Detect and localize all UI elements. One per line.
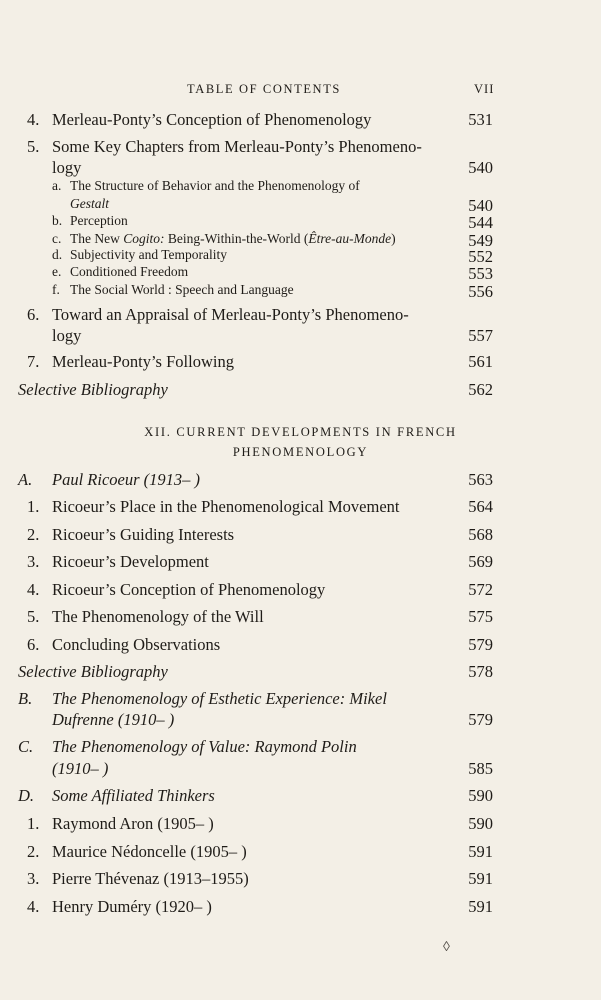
section-heading-line-2: PHENOMENOLOGY [232,445,369,459]
entry-number: 4. [27,897,40,916]
entry-page: 552 [468,247,493,266]
toc-entry-continued [0,759,601,781]
subentry-title [70,231,396,247]
subentry-title: The Structure of Behavior and the Phenomenology of [70,178,360,193]
entry-title: Selective Bibliography [18,662,168,681]
toc-entry [0,552,601,574]
entry-page: 563 [468,470,493,489]
toc-entry [0,635,601,657]
subentry-title: The Social World : Speech and Language [70,282,294,297]
entry-number: 4. [27,580,40,599]
toc-entry [0,352,601,374]
toc-entry [0,580,601,602]
entry-page: 579 [468,710,493,729]
entry-page: 531 [468,110,493,129]
entry-title: Ricoeur’s Conception of Phenomenology [52,580,326,599]
entry-letter: B. [18,689,33,708]
toc-entry [0,869,601,891]
toc-entry [0,689,601,711]
entry-number: 2. [27,842,40,861]
toc-subentry [0,282,601,304]
subentry-italic: Cogito: [123,231,165,246]
entry-title: Pierre Thévenaz (1913–1955) [52,869,249,888]
entry-title: Some Affiliated Thinkers [52,786,215,805]
entry-page: 549 [468,231,493,250]
entry-title: Toward an Appraisal of Merleau-Ponty’s Phenomeno- [52,305,409,324]
entry-page: 590 [468,814,493,833]
entry-title: The Phenomenology of Value: Raymond Polin [52,737,357,756]
entry-title: The Phenomenology of the Will [52,607,264,626]
entry-title: Henry Duméry (1920– ) [52,897,212,916]
entry-page: 562 [468,380,493,399]
running-header [0,82,601,98]
entry-title-continued: (1910– ) [52,759,109,778]
entry-page: 575 [468,607,493,626]
entry-title: The Phenomenology of Esthetic Experience: Mikel [52,689,387,708]
entry-page: 556 [468,282,493,301]
subentry-letter: b. [52,213,63,228]
entry-page: 591 [468,897,493,916]
subentry-letter: e. [52,264,62,279]
toc-entry [0,897,601,919]
printer-mark: ◊ [443,940,450,955]
toc-entry-continued [0,710,601,732]
subentry-title-continued: Gestalt [70,196,109,211]
toc-entry [0,470,601,492]
header-page-number: VII [474,82,495,96]
entry-letter: C. [18,737,34,756]
toc-entry [0,137,601,159]
subentry-text: The New [70,231,124,246]
subentry-title: Subjectivity and Temporality [70,247,228,262]
entry-page: 591 [468,842,493,861]
entry-title: Ricoeur’s Development [52,552,209,571]
toc-entry [0,842,601,864]
entry-page: 553 [468,264,493,283]
entry-title: Merleau-Ponty’s Following [52,352,234,371]
entry-title: Ricoeur’s Place in the Phenomenological Movement [52,497,400,516]
entry-title: Maurice Nédoncelle (1905– ) [52,842,247,861]
header-title: TABLE OF CONTENTS [187,82,341,96]
entry-number: 2. [27,525,40,544]
entry-number: 1. [27,497,40,516]
entry-page: 561 [468,352,493,371]
entry-number: 6. [27,305,40,324]
toc-entry [0,525,601,547]
toc-entry [0,305,601,327]
toc-entry [0,607,601,629]
subentry-letter: d. [52,247,63,262]
subentry-letter: a. [52,178,62,193]
entry-page: 591 [468,869,493,888]
entry-title: Raymond Aron (1905– ) [52,814,214,833]
subentry-title: Perception [70,213,128,228]
toc-entry [0,110,601,132]
entry-page: 579 [468,635,493,654]
subentry-text-after: Being-Within-the-World ( [164,231,309,246]
entry-title-continued: logy [52,326,82,345]
toc-entry [0,786,601,808]
entry-number: 3. [27,869,40,888]
entry-number: 5. [27,137,40,156]
toc-entry [0,662,601,684]
entry-page: 585 [468,759,493,778]
entry-page: 590 [468,786,493,805]
entry-title [52,470,200,490]
entry-title: Merleau-Ponty’s Conception of Phenomenology [52,110,372,129]
subentry-letter: f. [52,282,60,297]
section-heading-line-1: XII. CURRENT DEVELOPMENTS IN FRENCH [144,425,457,439]
entry-letter: A. [18,470,33,489]
entry-page: 564 [468,497,493,516]
toc-entry [0,497,601,519]
entry-title: Selective Bibliography [18,380,168,399]
entry-title: Concluding Observations [52,635,221,654]
entry-page: 568 [468,525,493,544]
entry-page: 572 [468,580,493,599]
entry-number: 6. [27,635,40,654]
entry-page: 540 [468,196,493,215]
subentry-italic-2: Être-au-Monde [308,231,392,246]
entry-number: 3. [27,552,40,571]
entry-title-continued: logy [52,158,82,177]
entry-letter: D. [18,786,35,805]
entry-title-continued: Dufrenne (1910– ) [52,710,175,729]
entry-title: Ricoeur’s Guiding Interests [52,525,235,544]
entry-page: 540 [468,158,493,177]
entry-page: 557 [468,326,493,345]
entry-number: 1. [27,814,40,833]
entry-number: 4. [27,110,40,129]
subentry-letter: c. [52,231,62,246]
entry-page: 569 [468,552,493,571]
entry-number: 5. [27,607,40,626]
toc-entry [0,737,601,759]
toc-entry-continued [0,158,601,180]
entry-title: Some Key Chapters from Merleau-Ponty’s Phenomeno- [52,137,422,156]
entry-name: Paul Ricoeur [52,470,140,489]
entry-number: 7. [27,352,40,371]
subentry-close: ) [391,231,396,246]
entry-page: 578 [468,662,493,681]
toc-entry [0,814,601,836]
toc-entry [0,380,601,402]
entry-page: 544 [468,213,493,232]
toc-entry-continued [0,326,601,348]
entry-dates: (1913– ) [143,470,201,489]
subentry-title: Conditioned Freedom [70,264,189,279]
